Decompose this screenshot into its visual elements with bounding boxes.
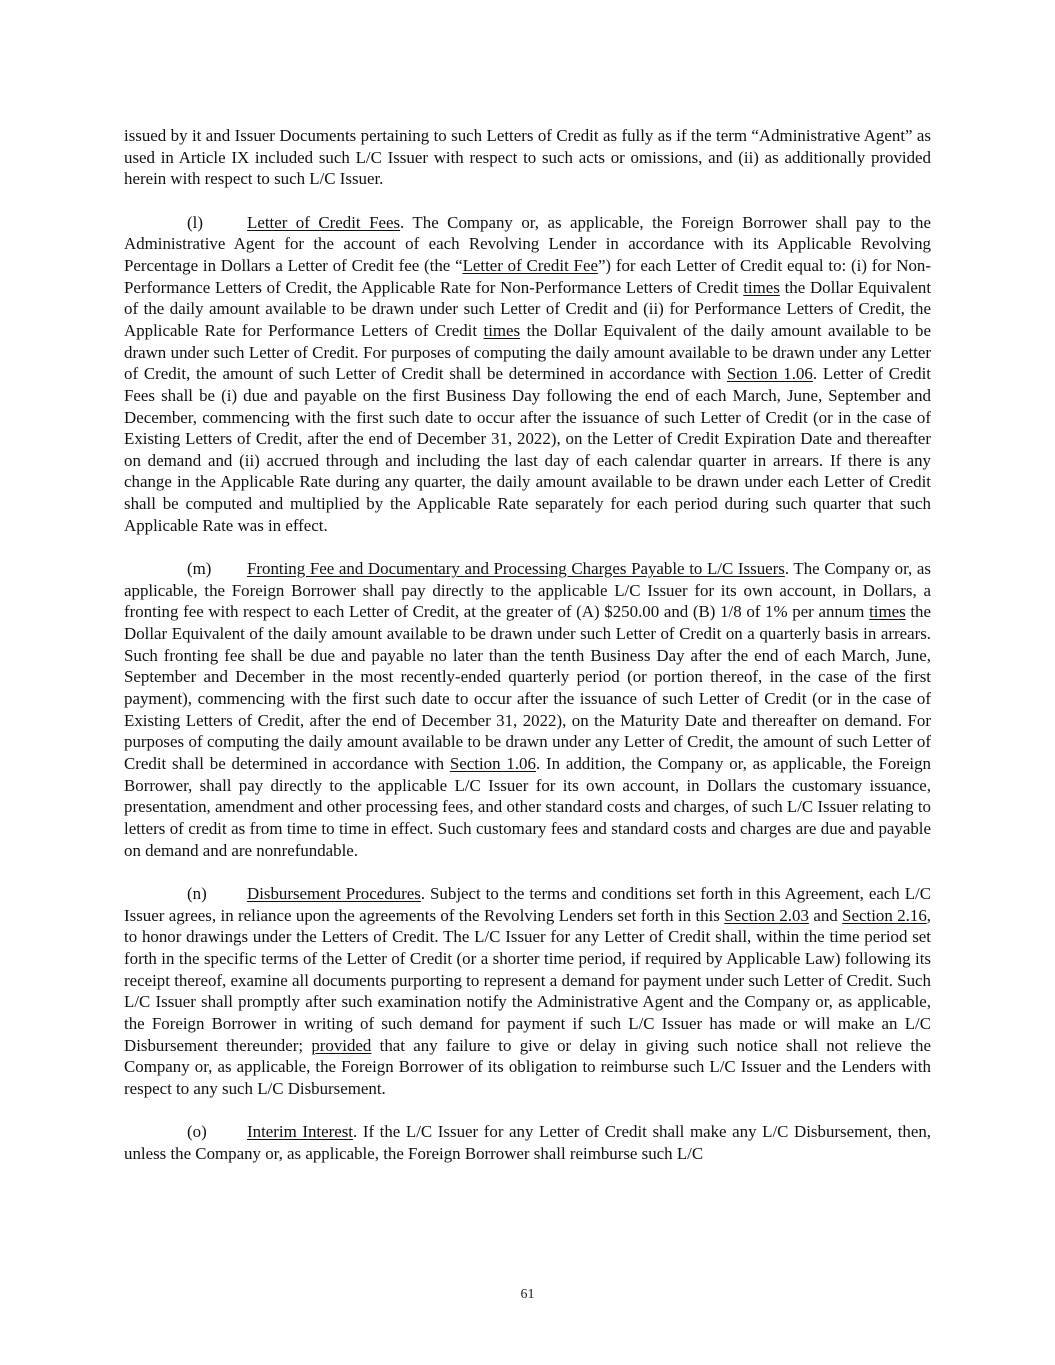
section-l-text: the Dollar Equivalent of the daily amount available to be drawn under such Letter of Credit and (ii) for Performance Letters of Credit, the Applicable Rate for Performance Letters of Credit [124, 277, 932, 340]
section-l-text: . Letter of Credit Fees shall be (i) due and payable on the first Business Day following the end of each March, June, September and December, commencing with the first such date to occur after the issuance of such Letter of Credit (or in the case of Existing Letters of Credit, after the end of December 31, 2022), on the Letter of Credit Expiration Date and thereafter on demand and (ii) accrued through and including the last day of each calendar quarter in arrears. If there is any change in the Applicable Rate during any quarter, the daily amount available to be drawn under each Letter of Credit shall be computed and multiplied by the Applicable Rate separately for each period during such quarter that such Applicable Rate was in effect. [124, 364, 931, 535]
continuation-text: issued by it and Issuer Documents pertaining to such Letters of Credit as fully as if the term “Administrative Agent” as used in Article IX included such L/C Issuer with respect to such acts or omissions, and (ii) as additionally provided herein with respect to such L/C Issuer. [124, 126, 931, 189]
section-n-text: . Subject to the terms and conditions set forth in this Agreement, each L/C Issuer agrees, in reliance upon the agreements of the Revolving Lenders set forth in this [124, 883, 931, 925]
section-m-number: (m) [187, 559, 212, 579]
section-m-paragraph [124, 558, 931, 861]
section-m-crossref: Section 1.06 [449, 754, 536, 773]
continuation-paragraph [124, 125, 931, 190]
section-l-text: ”) for each Letter of Credit equal to: (i) for Non-Performance Letters of Credit, the Applicable Rate for Non-Performance Letters of Credit [124, 255, 931, 297]
section-l-number: (l) [187, 212, 203, 232]
section-n-crossref: Section 2.16 [842, 905, 927, 925]
section-m-times: times [869, 602, 906, 622]
section-l-text: the Dollar Equivalent of the daily amount available to be drawn under such Letter of Credit. For purposes of computing the daily amount available to be drawn under any Letter of Credit, the amount of such Letter of Credit shall be determined in accordance with [124, 320, 931, 384]
section-l-times: times [743, 277, 780, 297]
section-l-crossref: Section 1.06 [726, 364, 813, 384]
section-m-heading: Fronting Fee and Documentary and Processing Charges Payable to L/C Issuers [247, 559, 785, 579]
section-n-text: , to honor drawings under the Letters of Credit. The L/C Issuer for any Letter of Credit shall, within the time period set forth in the specific terms of the Letter of Credit (or a shorter time period, if required by Applicable Law) following its receipt thereof, examine all documents purporting to represent a demand for payment under such Letter of Credit. Such L/C Issuer shall promptly after such examination notify the Administrative Agent and the Company or, as applicable, the Foreign Borrower in writing of such demand for payment if such L/C Issuer has made or will make an L/C Disbursement thereunder; [124, 905, 932, 1055]
section-l-text: . The Company or, as applicable, the Foreign Borrower shall pay to the Administrative Agent for the account of each Revolving Lender in accordance with its Applicable Revolving Percentage in Dollars a Letter of Credit fee (the “ [124, 212, 931, 275]
section-o-number: (o) [187, 1122, 207, 1142]
section-n-crossref: Section 2.03 [724, 905, 809, 925]
section-n-number: (n) [187, 883, 207, 903]
section-o-text: . If the L/C Issuer for any Letter of Credit shall make any L/C Disbursement, then, unless the Company or, as applicable, the Foreign Borrower shall reimburse such L/C [124, 1122, 931, 1163]
section-n-heading: Disbursement Procedures [247, 883, 421, 903]
section-l-heading: Letter of Credit Fees [247, 212, 401, 232]
section-n-text: that any failure to give or delay in giving such notice shall not relieve the Company or, as applicable, the Foreign Borrower of its obligation to reimburse such L/C Issuer and the Lenders with respect to any such L/C Disbursement. [124, 1035, 931, 1098]
section-o-paragraph [124, 1121, 931, 1164]
section-m-text: . The Company or, as applicable, the Foreign Borrower shall pay directly to the applicable L/C Issuer for its own account, in Dollars, a fronting fee with respect to each Letter of Credit, at the greater of (A) $250.00 and (B) 1/8 of 1% per annum [124, 559, 932, 622]
document-page [124, 125, 931, 1164]
section-n-text: and [808, 905, 843, 925]
section-n-paragraph [124, 883, 931, 1100]
section-l-term: Letter of Credit Fee [462, 255, 598, 275]
section-m-text: the Dollar Equivalent of the daily amount available to be drawn under such Letter of Credit on a quarterly basis in arrears. Such fronting fee shall be due and payable no later than the tenth Business Day after the end of each March, June, September and December in the most recently-ended quarterly period (or portion thereof, in the case of the first payment), commencing with the first such date to occur after the issuance of such Letter of Credit (or in the case of Existing Letters of Credit, after the end of December 31, 2022), on the Maturity Date and thereafter on demand. For purposes of computing the daily amount available to be drawn under any Letter of Credit, the amount of such Letter of Credit shall be determined in accordance with [124, 602, 932, 773]
section-l-times: times [483, 320, 521, 340]
section-m-text: . In addition, the Company or, as applicable, the Foreign Borrower, shall pay directly to the applicable L/C Issuer for its own account, in Dollars the customary issuance, presentation, amendment and other processing fees, and other standard costs and charges, of such L/C Issuer relating to letters of credit as from time to time in effect. Such customary fees and standard costs and charges are due and payable on demand and are nonrefundable. [124, 754, 931, 860]
section-o-heading: Interim Interest [247, 1122, 353, 1142]
section-n-proviso: provided [311, 1035, 372, 1055]
page-number: 61 [520, 1287, 535, 1302]
section-l-paragraph [124, 212, 931, 537]
